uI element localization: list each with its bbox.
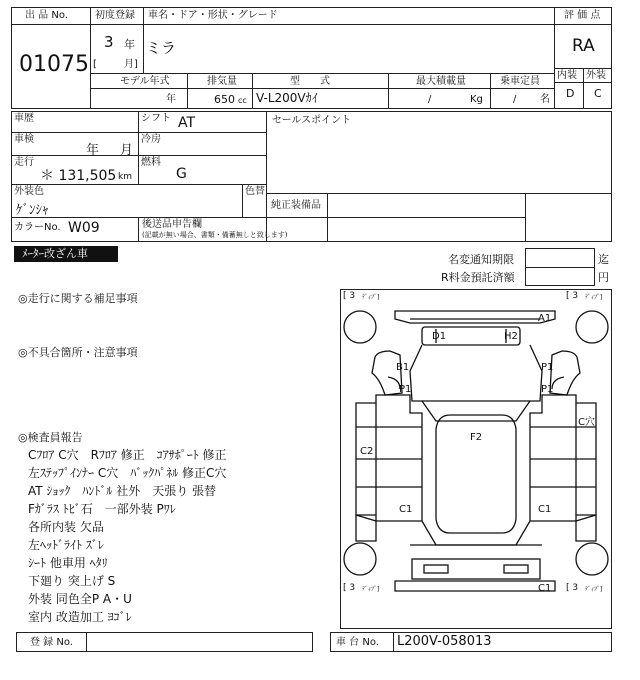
chassis-number-label: 車 台 No. [336, 637, 379, 648]
model-type-value: V-L200Vｶｲ [256, 91, 318, 105]
damage-mark-c2: C2 [360, 446, 374, 457]
fuel-label: 燃料 [141, 157, 161, 168]
displacement-unit: cc [238, 96, 247, 105]
first-registration-year: 3 [104, 33, 114, 51]
rear-fender-left [356, 515, 376, 541]
name-change-unit: 迄 [598, 253, 609, 266]
inspector-line: 左ｽﾃｯﾌﾟｲﾝﾅｰ C穴 ﾊﾞｯｸﾊﾟﾈﾙ 修正C穴 [28, 466, 227, 480]
mileage-label: 走行 [14, 157, 34, 168]
corner-unit-bottom-right: ﾃﾞｨﾌﾟ] [585, 586, 603, 593]
corner-unit-bottom-left: ﾃﾞｨﾌﾟ] [362, 586, 380, 593]
damage-mark-h2: H2 [504, 331, 518, 342]
damage-mark-p1-left: P1 [399, 384, 412, 395]
damage-mark-c1-bottom: C1 [538, 583, 552, 594]
damage-mark-p1-right: P1 [541, 384, 554, 395]
damage-mark-f2: F2 [470, 432, 483, 443]
front-fender-right [550, 351, 580, 395]
mileage-value: ＊ 131,505 [40, 168, 117, 184]
fuel-value: G [176, 166, 187, 182]
lot-number: 01075 [19, 52, 89, 77]
damage-mark-p1-right-top: P1 [541, 362, 554, 373]
overall-score: RA [572, 36, 595, 56]
recycle-label: R料金預託済額 [441, 271, 515, 284]
chassis-number-value: L200V-058013 [397, 634, 492, 649]
post-docs-note: (記載が無い場合、書類・備蓄無しと致します) [142, 231, 288, 239]
damage-mark-d1: D1 [432, 331, 447, 342]
wheel-front-right [576, 311, 608, 343]
extra-box [525, 193, 612, 242]
exterior-color-label: 外装色 [14, 186, 44, 197]
inspection-label: 車検 [14, 134, 34, 145]
car-name-label: 車名・ドア・形状・グレード [148, 10, 278, 21]
first-registration-year-unit: 年 [124, 38, 135, 51]
history-label: 車歴 [14, 113, 34, 124]
body-side-left [356, 395, 422, 521]
car-name: ミラ [146, 39, 177, 57]
first-registration-label: 初度登録 [95, 10, 135, 21]
inspector-line: Fｶﾞﾗｽ ﾄﾋﾞ石 一部外装 Pﾜﾚ [28, 502, 176, 516]
displacement-label: 排気量 [207, 76, 237, 87]
first-registration-month-unit: 月] [124, 59, 138, 70]
inspector-line: 各所内装 欠品 [28, 520, 104, 534]
color-change-label: 色替 [245, 186, 265, 197]
lot-number-label: 出 品 No. [25, 10, 68, 21]
interior-label: 内装 [557, 70, 577, 81]
recycle-field [525, 267, 595, 286]
inspection-month-unit: 月 [120, 143, 134, 158]
rear-fender-right [576, 515, 596, 541]
genuine-equipment-label: 純正装備品 [271, 200, 321, 211]
corner-label-bottom-right: [ 3 [566, 583, 579, 593]
hood [410, 345, 542, 401]
defects-notes-label: ◎不具合箇所・注意事項 [18, 346, 138, 359]
inspector-line: 外装 同色全P A・U [28, 592, 132, 606]
inspection-year-unit: 年 [86, 143, 100, 158]
rear-panel [412, 559, 540, 579]
sales-point-label: セールスポイント [272, 115, 352, 126]
recycle-unit: 円 [598, 271, 609, 284]
wheel-rear-right [576, 543, 608, 575]
max-load-separator: / [428, 94, 432, 105]
inspector-line: 室内 改造加工 ﾖｺﾞﾚ [28, 610, 132, 624]
inspector-line: ｼｰﾄ 他車用 ﾍﾀﾘ [28, 556, 108, 570]
displacement-value: 650 [214, 93, 235, 106]
capacity-separator: / [513, 94, 517, 105]
corner-label-bottom-left: [ 3 [343, 583, 356, 593]
exterior-label: 外装 [586, 70, 606, 81]
max-load-label: 最大積載量 [416, 76, 466, 87]
damage-mark-b1: B1 [396, 362, 410, 373]
driving-notes-label: ◎走行に関する補足事項 [18, 292, 138, 305]
name-change-label: 名変通知期限 [448, 253, 514, 266]
meter-tamper-text: ﾒｰﾀｰ改ざん車 [22, 247, 88, 260]
inspector-line: AT ｼｮｯｸ ﾊﾝﾄﾞﾙ 社外 天張り 張替 [28, 484, 217, 498]
inspector-line: Cﾌﾛｱ C穴 Rﾌﾛｱ 修正 ｺｱｻﾎﾟｰﾄ 修正 [28, 448, 227, 462]
model-year-unit: 年 [166, 94, 176, 105]
car-diagram-drawing [340, 289, 612, 629]
model-type-label: 型 式 [290, 76, 330, 87]
registration-number-label: 登 録 No. [30, 637, 73, 648]
post-docs-label: 後送品申告欄 [142, 219, 202, 230]
corner-label-top-right: [ 3 [566, 291, 579, 301]
front-bumper [395, 311, 555, 323]
name-change-field [525, 248, 595, 268]
color-no-value: W09 [68, 220, 100, 236]
ac-label: 冷房 [141, 134, 161, 145]
rear-bumper [395, 581, 555, 591]
shift-label: シフト [141, 113, 171, 124]
wheel-front-left [344, 311, 376, 343]
exterior-grade: C [594, 87, 602, 100]
front-fender-left [372, 351, 402, 395]
interior-grade: D [566, 87, 575, 100]
corner-unit-top-left: ﾃﾞｨﾌﾟ] [362, 294, 380, 301]
damage-mark-c-hole: C穴 [578, 417, 595, 428]
inspector-line: 左ﾍｯﾄﾞﾗｲﾄ ｽﾞﾚ [28, 538, 104, 552]
corner-label-top-left: [ 3 [343, 291, 356, 301]
score-label: 評 価 点 [564, 10, 601, 21]
max-load-unit: Kg [470, 94, 483, 105]
corner-unit-top-right: ﾃﾞｨﾌﾟ] [585, 294, 603, 301]
damage-mark-c1-right: C1 [538, 504, 552, 515]
first-registration-bracket: [ [93, 59, 97, 70]
body-side-right [530, 395, 596, 521]
mileage-unit: km [118, 172, 132, 182]
inspector-line: 下廻り 突上げ S [28, 574, 116, 588]
windshield [422, 401, 530, 421]
wheel-rear-left [344, 543, 376, 575]
inspector-report-label: ◎検査員報告 [18, 431, 83, 444]
capacity-label: 乗車定員 [500, 76, 540, 87]
damage-mark-c1-left: C1 [399, 504, 413, 515]
color-no-label: カラーNo. [14, 222, 61, 233]
capacity-unit: 名 [540, 94, 550, 105]
shift-value: AT [178, 115, 196, 131]
exterior-color-value: ｹﾞﾝｼｬ [16, 203, 49, 218]
damage-mark-a1: A1 [538, 313, 552, 324]
model-year-label: モデル年式 [120, 76, 170, 87]
